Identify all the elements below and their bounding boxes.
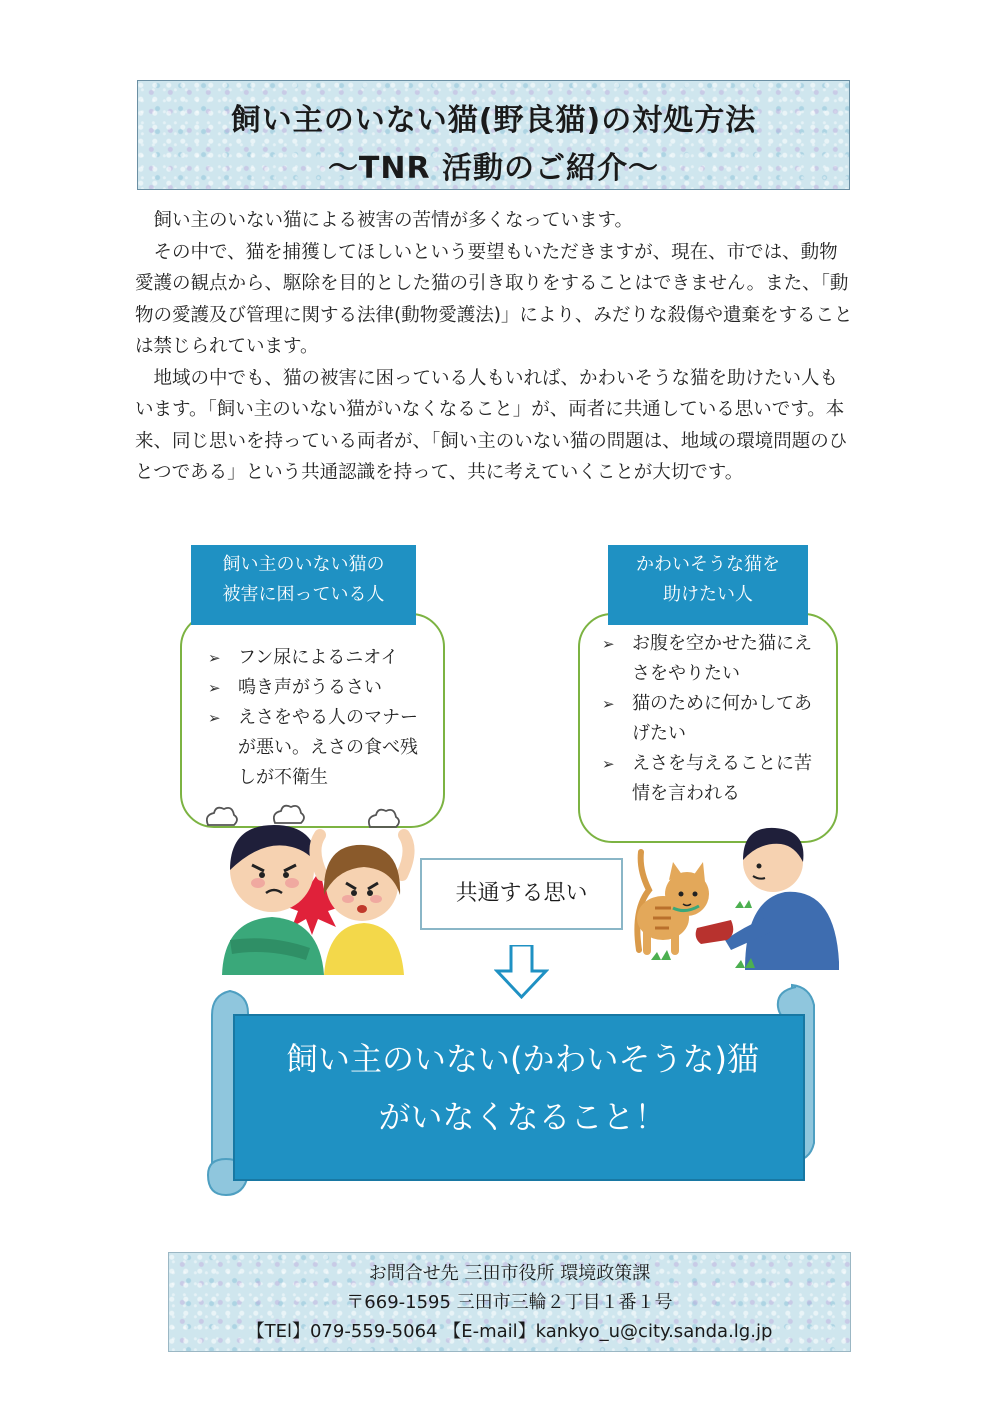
list-item: ➢ フン尿によるニオイ — [208, 643, 425, 673]
bullet-arrow-icon: ➢ — [208, 679, 221, 697]
bullet-arrow-icon: ➢ — [602, 695, 615, 713]
left-group-label: 飼い主のいない猫の 被害に困っている人 — [191, 545, 416, 625]
bullet-arrow-icon: ➢ — [208, 709, 221, 727]
list-item: ➢ 鳴き声がうるさい — [208, 673, 425, 703]
contact-phone-email: 【TEl】079-559-5064 【E-mail】kankyo_u@city.sanda.lg.jp — [246, 1321, 773, 1342]
intro-paragraph-3: 地域の中でも、猫の被害に困っている人もいれば、かわいそうな猫を助けたい人もいます。「飼い主のいない猫がいなくなること」が、両者に共通している思いです。本来、同じ思いを持っている両者が、「飼い主のいない猫の問題は、地域の環境問題のひとつである」という共通認識を持って、共に考えていくことが大切です。 — [135, 367, 848, 483]
intro-text — [135, 205, 855, 489]
contact-department: お問合せ先 三田市役所 環境政策課 — [368, 1263, 651, 1284]
right-wish-list — [580, 615, 836, 809]
title-box — [137, 80, 850, 190]
left-concern-list — [182, 615, 443, 793]
bullet-arrow-icon: ➢ — [602, 635, 615, 653]
feeding-man-illustration — [625, 810, 840, 975]
angry-children-illustration — [212, 815, 417, 975]
banner-message — [235, 1030, 810, 1146]
list-item: ➢ えさを与えることに苦情を言われる — [602, 749, 818, 809]
page-subtitle: ～TNR 活動のご紹介～ — [327, 151, 660, 186]
banner-line-1: 飼い主のいない(かわいそうな)猫 — [286, 1040, 759, 1078]
list-item: ➢ 猫のために何かしてあげたい — [602, 689, 818, 749]
list-item: ➢ お腹を空かせた猫にえさをやりたい — [602, 629, 818, 689]
bullet-arrow-icon: ➢ — [208, 649, 221, 667]
common-thought-box — [420, 858, 623, 930]
page-title: 飼い主のいない猫(野良猫)の対処方法 — [230, 103, 757, 138]
contact-address: 〒669-1595 三田市三輪２丁目１番１号 — [346, 1292, 673, 1313]
list-item: ➢ えさをやる人のマナーが悪い。えさの食べ残しが不衛生 — [208, 703, 425, 793]
contact-box — [168, 1252, 851, 1352]
intro-paragraph-1: 飼い主のいない猫による被害の苦情が多くなっています。 — [153, 210, 634, 231]
common-thought-label: 共通する思い — [455, 881, 588, 906]
banner-line-2: がいなくなること！ — [378, 1098, 667, 1136]
bullet-arrow-icon: ➢ — [602, 755, 615, 773]
right-speech-bubble — [578, 613, 838, 843]
right-group-label: かわいそうな猫を 助けたい人 — [608, 545, 808, 625]
intro-paragraph-2: その中で、猫を捕獲してほしいという要望もいただきますが、現在、市では、動物愛護の観点から、駆除を目的とした猫の引き取りをすることはできません。また、「動物の愛護及び管理に関する法律(動物愛護法)」により、みだりな殺傷や遺棄をすることは禁じられています。 — [135, 241, 853, 357]
